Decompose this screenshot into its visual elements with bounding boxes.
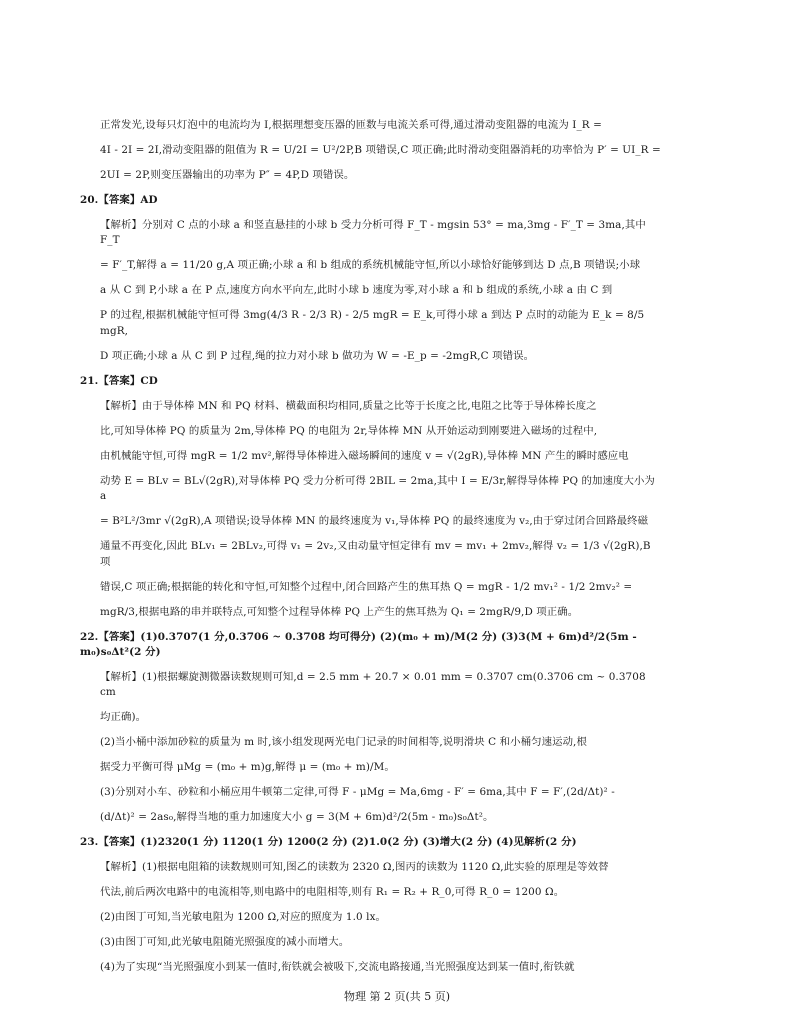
text-line-25: (d/Δt)² = 2as₀,解得当地的重力加速度大小 g = 3(M + 6m)d²/2(5m - m₀)s₀Δt²。 bbox=[100, 811, 494, 824]
text-line-12: 比,可知导体棒 PQ 的质量为 2m,导体棒 PQ 的电阻为 2r,导体棒 MN 从开始运动到刚要进入磁场的过程中, bbox=[100, 424, 598, 437]
text-line-11: 【解析】由于导体棒 MN 和 PQ 材料、横截面积均相同,质量之比等于长度之比,电阻之比等于导体棒长度之 bbox=[100, 399, 597, 412]
text-line-7: a 从 C 到 P,小球 a 在 P 点,速度方向水平向左,此时小球 b 速度为零,对小球 a 和 b 组成的系统,小球 a 由 C 到 bbox=[100, 284, 613, 297]
text-line-22: (2)当小桶中添加砂粒的质量为 m 时,该小组发现两光电门记录的时间相等,说明滑块 C 和小桶匀速运动,根 bbox=[100, 736, 587, 749]
text-line-30: (3)由图丁可知,此光敏电阻随光照强度的减小而增大。 bbox=[100, 936, 350, 949]
text-line-1: 正常发光,设每只灯泡中的电流均为 I,根据理想变压器的匝数与电流关系可得,通过滑动变阻器的电流为 I_R = bbox=[100, 119, 602, 131]
text-line-9: D 项正确;小球 a 从 C 到 P 过程,绳的拉力对小球 b 做功为 W = -E_p = -2mgR,C 项错误。 bbox=[100, 349, 535, 362]
text-line-18: mgR/3,根据电路的串并联特点,可知整个过程导体棒 PQ 上产生的焦耳热为 Q₁ = 2mgR/9,D 项正确。 bbox=[100, 605, 579, 618]
text-line-8: P 的过程,根据机械能守恒可得 3mg(4/3 R - 2/3 R) - 2/5 mgR = E_k,可得小球 a 到达 P 点时的动能为 E_k = 8/5 mgR, bbox=[100, 309, 645, 337]
text-line-21: 均正确)。 bbox=[100, 711, 147, 724]
text-line-27: 【解析】(1)根据电阻箱的读数规则可知,图乙的读数为 2320 Ω,图丙的读数为 1120 Ω,此实验的原理是等效替 bbox=[100, 861, 609, 874]
answer-23-heading: 23.【答案】(1)2320(1 分) 1120(1 分) 1200(2 分) (2)1.0(2 分) (3)增大(2 分) (4)见解析(2 分) bbox=[80, 836, 577, 849]
text-line-23: 据受力平衡可得 μMg = (m₀ + m)g,解得 μ = (m₀ + m)/M。 bbox=[100, 761, 395, 774]
solution-text bbox=[80, 118, 662, 985]
page-footer: 物理 第 2 页(共 5 页) bbox=[343, 990, 451, 1003]
text-line-5: 【解析】分别对 C 点的小球 a 和竖直悬挂的小球 b 受力分析可得 F_T - mgsin 53° = ma,3mg - F′_T = 3ma,其中 F_T bbox=[100, 219, 646, 247]
text-line-29: (2)由图丁可知,当光敏电阻为 1200 Ω,对应的照度为 1.0 lx。 bbox=[100, 911, 387, 924]
text-line-17: 错误,C 项正确;根据能的转化和守恒,可知整个过程中,闭合回路产生的焦耳热 Q = mgR - 1/2 mv₁² - 1/2 2mv₂² = bbox=[100, 580, 633, 593]
text-line-2: 4I - 2I = 2I,滑动变阻器的阻值为 R = U/2I = U²/2P,B 项错误,C 项正确;此时滑动变阻器消耗的功率恰为 P′ = UI_R = bbox=[100, 144, 661, 156]
text-line-3: 2UI = 2P,则变压器输出的功率为 P″ = 4P,D 项错误。 bbox=[100, 169, 355, 181]
text-line-13: 由机械能守恒,可得 mgR = 1/2 mv²,解得导体棒进入磁场瞬间的速度 v = √(2gR),导体棒 MN 产生的瞬时感应电 bbox=[100, 449, 629, 462]
text-line-31: (4)为了实现“当光照强度小到某一值时,衔铁就会被吸下,交流电路接通,当光照强度达到某一值时,衔铁就 bbox=[100, 961, 575, 974]
text-line-6: = F′_T,解得 a = 11/20 g,A 项正确;小球 a 和 b 组成的系统机械能守恒,所以小球恰好能够到达 D 点,B 项错误;小球 bbox=[100, 259, 641, 272]
text-line-24: (3)分别对小车、砂粒和小桶应用牛顿第二定律,可得 F - μMg = Ma,6mg - F′ = 6ma,其中 F = F′,(2d/Δt)² - bbox=[100, 786, 615, 799]
text-line-14: 动势 E = BLv = BL√(2gR),对导体棒 PQ 受力分析可得 2BIL = 2ma,其中 I = E/3r,解得导体棒 PQ 的加速度大小为 a bbox=[100, 474, 655, 503]
text-line-15: = B²L²/3mr √(2gR),A 项错误;设导体棒 MN 的最终速度为 v₁,导体棒 PQ 的最终速度为 v₂,由于穿过闭合回路最终磁 bbox=[100, 515, 649, 528]
answer-21-heading: 21.【答案】CD bbox=[80, 374, 158, 387]
text-line-28: 代法,前后两次电路中的电流相等,则电路中的电阻相等,则有 R₁ = R₂ + R_0,可得 R_0 = 1200 Ω。 bbox=[100, 886, 565, 899]
text-line-20: 【解析】(1)根据螺旋测微器读数规则可知,d = 2.5 mm + 20.7 × 0.01 mm = 0.3707 cm(0.3706 cm ~ 0.3708 cm bbox=[100, 671, 646, 699]
text-line-16: 通量不再变化,因此 BLv₁ = 2BLv₂,可得 v₁ = 2v₂,又由动量守恒定律有 mv = mv₁ + 2mv₂,解得 v₂ = 1/3 √(2gR),B 项 bbox=[100, 540, 651, 568]
answer-20-heading: 20.【答案】AD bbox=[80, 194, 158, 206]
answer-22-heading: 22.【答案】(1)0.3707(1 分,0.3706 ~ 0.3708 均可得分) (2)(m₀ + m)/M(2 分) (3)3(M + 6m)d²/2(5m - m₀)s₀Δt²(2 分) bbox=[80, 630, 637, 659]
